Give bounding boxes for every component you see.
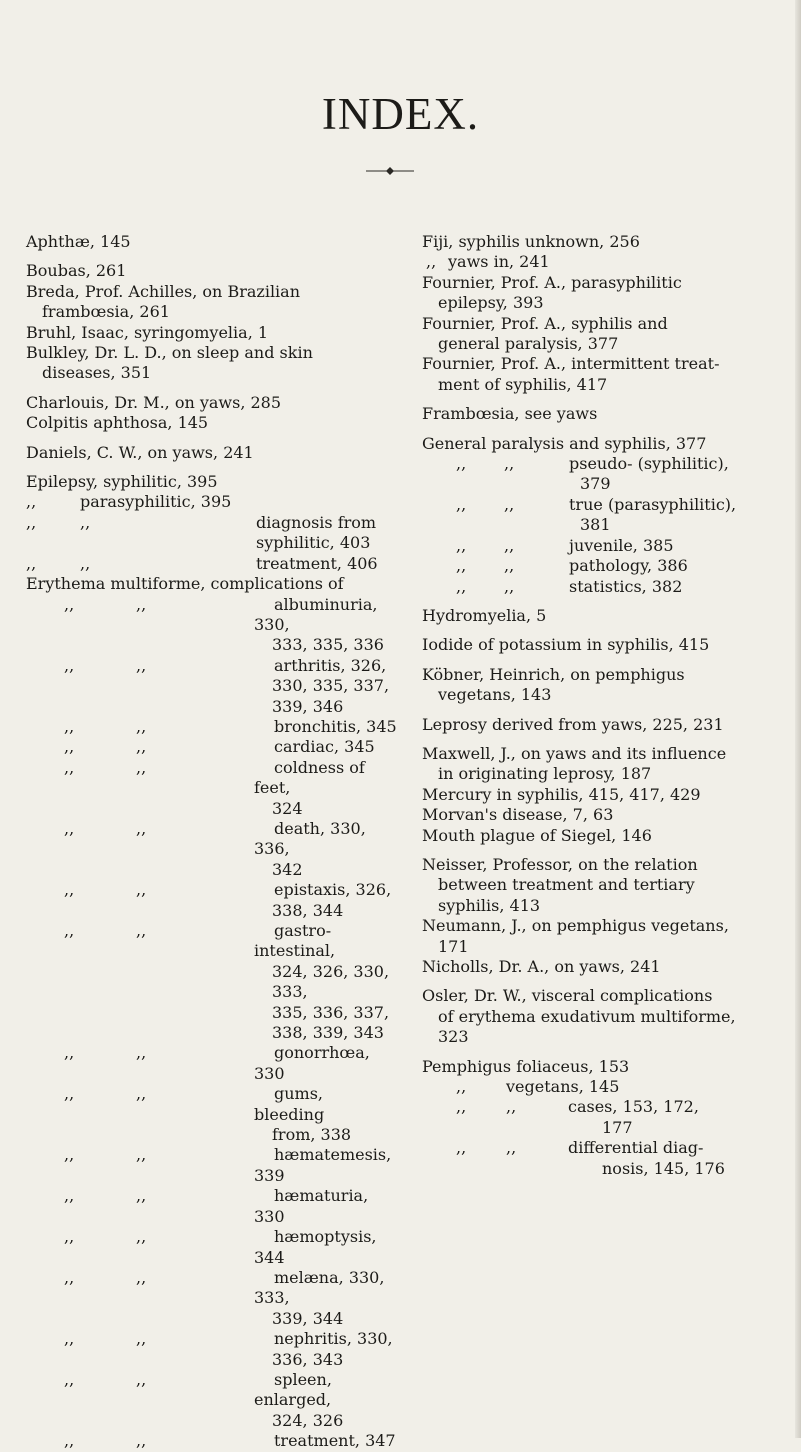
index-entry (422, 314, 775, 355)
entry-heading: Morvan's disease, 7, 63 (422, 805, 614, 825)
entry-continuation: syphilis, 413 (438, 895, 541, 915)
general-paralysis-subentries (422, 454, 775, 597)
entry-heading: Daniels, C. W., on yaws, 241 (26, 442, 254, 462)
index-entry-erythema (26, 574, 398, 594)
subentry (422, 1097, 775, 1117)
entry-heading: Fiji, syphilis unknown, 256 (422, 232, 640, 251)
entry-continuation: frambœsia, 261 (42, 302, 170, 322)
index-entry (422, 957, 775, 977)
ditto-mark: ,, (64, 818, 75, 838)
entry-heading: Breda, Prof. Achilles, on Brazilian (26, 281, 301, 301)
index-entry (422, 826, 775, 846)
page-edge (795, 0, 801, 1438)
subentry-text: death, 330, 336, (254, 818, 366, 859)
ditto-mark: ,, (506, 1138, 517, 1158)
subentry (422, 454, 775, 474)
subentry (26, 1268, 398, 1309)
subentry-continuation: nosis, 145, 176 (602, 1158, 725, 1178)
index-entry (26, 323, 398, 343)
ditto-mark: ,, (136, 737, 147, 757)
subentry-continuation: 342 (272, 859, 303, 879)
entry-heading: Osler, Dr. W., visceral complications (422, 986, 713, 1006)
entry-heading: Leprosy derived from yaws, 225, 231 (422, 714, 724, 734)
entry-heading: Boubas, 261 (26, 261, 127, 281)
ditto-mark: ,, (136, 716, 147, 736)
entry-text: yaws in, 241 (448, 252, 550, 272)
index-entry (26, 443, 398, 463)
subentry (26, 921, 398, 962)
index-entry (422, 635, 775, 655)
ditto-mark: ,, (504, 454, 515, 474)
entry-heading: Epilepsy, syphilitic, 395 (26, 472, 218, 492)
ditto-mark: ,, (136, 757, 147, 777)
entry-heading: Fournier, Prof. A., parasyphilitic (422, 272, 682, 292)
entry-continuation: ment of syphilis, 417 (438, 374, 608, 394)
ditto-mark: ,, (136, 880, 147, 900)
index-entry (422, 785, 775, 805)
index-entry (26, 261, 398, 281)
entry-heading: Neumann, J., on pemphigus vegetans, (422, 916, 729, 936)
entry-heading: Pemphigus foliaceus, 153 (422, 1056, 630, 1076)
index-entry (422, 354, 775, 395)
subentry-continuation: 381 (580, 515, 611, 535)
index-entry (422, 986, 775, 1047)
ditto-mark: ,, (136, 1329, 147, 1349)
ditto-mark: ,, (64, 1186, 75, 1206)
subentry-text: hæmoptysis, 344 (254, 1227, 377, 1267)
index-entry (422, 434, 775, 454)
subentry-continuation: 324, 326, 330, 333, (272, 961, 390, 1002)
entry-continuation: in originating leprosy, 187 (438, 764, 652, 784)
subentry (422, 577, 775, 597)
index-left-column (26, 232, 398, 1452)
subentry-text: nephritis, 330, (274, 1329, 393, 1349)
entry-heading: Neisser, Professor, on the relation (422, 854, 698, 874)
subentry (26, 1084, 398, 1125)
subentry-text: albuminuria, 330, (254, 594, 378, 634)
entry-heading: Frambœsia, see yaws (422, 404, 598, 424)
subentry-continuation: 335, 336, 337, (272, 1002, 390, 1022)
subentry (26, 595, 398, 636)
index-entry (422, 404, 775, 424)
page-title: INDEX. (321, 89, 480, 139)
ditto-mark: ,, (64, 1431, 75, 1451)
subentry-text: arthritis, 326, (274, 655, 387, 675)
subentry (26, 717, 398, 737)
index-entry (422, 916, 775, 957)
index-entry (422, 232, 775, 252)
subentry-text: treatment, 347 (274, 1431, 396, 1451)
entry-heading: Bulkley, Dr. L. D., on sleep and skin (26, 343, 313, 363)
subentry-text: hæmaturia, 330 (254, 1186, 369, 1226)
ditto-mark: ,, (64, 716, 75, 736)
subentry-text: gonorrhœa, 330 (254, 1043, 370, 1083)
subentry-continuation: 338, 344 (272, 900, 344, 920)
ditto-mark: ,, (136, 1145, 147, 1165)
subentry-text: juvenile, 385 (569, 535, 674, 555)
ditto-mark: ,, (456, 1077, 467, 1097)
subentry-text: melæna, 330, 333, (254, 1267, 385, 1308)
subentry (26, 1145, 398, 1186)
subentry (26, 819, 398, 860)
ditto-mark: ,, (64, 1227, 75, 1247)
ditto-mark: ,, (504, 576, 515, 596)
index-entry (422, 855, 775, 916)
ditto-mark: ,, (136, 1267, 147, 1287)
epilepsy-subentries (26, 492, 398, 574)
subentry-continuation: 339, 346 (272, 696, 344, 716)
subentry-text: hæmatemesis, 339 (254, 1145, 392, 1185)
subentry (26, 758, 398, 799)
index-entry (422, 805, 775, 825)
pemphigus-subentries (422, 1077, 775, 1179)
subentry-text: diagnosis from (256, 512, 377, 532)
ditto-mark: ,, (64, 1145, 75, 1165)
index-entry (422, 665, 775, 706)
index-entry (422, 273, 775, 314)
subentry-continuation: 324, 326 (272, 1410, 344, 1430)
ditto-mark: ,, (136, 655, 147, 675)
subentry (422, 1077, 775, 1097)
subentry-text: gastro-intestinal, (254, 921, 336, 961)
entry-continuation: epilepsy, 393 (438, 293, 544, 313)
subentry (422, 556, 775, 576)
subentry (26, 737, 398, 757)
ditto-mark: ,, (504, 494, 515, 514)
ditto-mark: ,, (136, 1043, 147, 1063)
entry-heading: Fournier, Prof. A., syphilis and (422, 313, 668, 333)
subentry (422, 495, 775, 515)
ditto-mark: ,, (136, 1431, 147, 1451)
index-entry (26, 343, 398, 384)
index-entry (26, 472, 398, 492)
subentry (26, 1431, 398, 1451)
ditto-mark: ,, (64, 1369, 75, 1389)
subentry (26, 492, 398, 512)
entry-continuation: diseases, 351 (42, 363, 152, 383)
ditto-mark: ,, (456, 494, 467, 514)
index-entry (26, 393, 398, 413)
entry-heading: Mouth plague of Siegel, 146 (422, 825, 652, 845)
ditto-mark: ,, (136, 1186, 147, 1206)
ditto-mark: ,, (456, 576, 467, 596)
ditto-mark: ,, (506, 1097, 517, 1117)
subentry-continuation: 336, 343 (272, 1349, 344, 1369)
index-entry (422, 252, 775, 272)
subentry-continuation: 333, 335, 336 (272, 635, 384, 655)
index-entry (422, 1057, 775, 1077)
subentry-continuation: 338, 339, 343 (272, 1023, 384, 1043)
ditto-mark: ,, (504, 556, 515, 576)
subentry-text: cardiac, 345 (274, 737, 375, 757)
entry-heading: Hydromyelia, 5 (422, 605, 547, 625)
subentry-continuation: 330, 335, 337, (272, 676, 390, 696)
entry-heading: Erythema multiforme, complications of (26, 574, 344, 594)
subentry (26, 1329, 398, 1349)
subentry-text: true (parasyphilitic), (569, 494, 737, 514)
index-right-column (422, 232, 775, 1179)
entry-heading: Iodide of potassium in syphilis, 415 (422, 635, 710, 655)
entry-heading: Colpitis aphthosa, 145 (26, 413, 209, 433)
index-entry (422, 606, 775, 626)
ditto-mark: ,, (64, 1329, 75, 1349)
ditto-mark: ,, (426, 252, 437, 272)
subentry-continuation: syphilitic, 403 (256, 533, 371, 553)
index-entry (422, 715, 775, 735)
ditto-mark: ,, (504, 535, 515, 555)
ditto-mark: ,, (26, 492, 37, 512)
entry-heading: Fournier, Prof. A., intermittent treat- (422, 354, 720, 374)
subentry-text: pathology, 386 (569, 556, 688, 576)
ditto-mark: ,, (26, 512, 37, 532)
entry-heading: Nicholls, Dr. A., on yaws, 241 (422, 957, 661, 976)
entry-heading: Bruhl, Isaac, syringomyelia, 1 (26, 322, 269, 342)
subentry-text: treatment, 406 (256, 553, 378, 573)
subentry-text: pseudo- (syphilitic), (569, 454, 729, 474)
subentry (26, 1186, 398, 1227)
subentry (26, 1370, 398, 1411)
entry-continuation: of erythema exudativum multiforme, (438, 1006, 736, 1026)
subentry-text: bronchitis, 345 (274, 716, 397, 736)
subentry-continuation: 379 (580, 474, 611, 494)
entry-heading: Aphthæ, 145 (26, 232, 131, 251)
entry-continuation: 323 (438, 1027, 469, 1047)
ditto-mark: ,, (136, 594, 147, 614)
subentry (26, 554, 398, 574)
subentry (26, 880, 398, 900)
ditto-mark: ,, (26, 553, 37, 573)
subentry-text: cases, 153, 172, (568, 1097, 699, 1117)
subentry-text: gums, bleeding (254, 1084, 325, 1124)
index-entry (26, 232, 398, 252)
subentry-text: differential diag- (568, 1138, 704, 1158)
ditto-mark: ,, (64, 880, 75, 900)
subentry-text: coldness of feet, (254, 757, 365, 798)
subentry-text: spleen, enlarged, (254, 1369, 332, 1410)
entry-continuation: between treatment and tertiary (438, 875, 695, 895)
ditto-mark: ,, (136, 1227, 147, 1247)
subentry-continuation: 324 (272, 798, 303, 818)
entry-continuation: vegetans, 143 (438, 685, 552, 705)
ditto-mark: ,, (64, 1084, 75, 1104)
entry-heading: Maxwell, J., on yaws and its influence (422, 743, 727, 763)
ditto-mark: ,, (64, 1043, 75, 1063)
ornament-divider (360, 164, 420, 178)
ditto-mark: ,, (64, 737, 75, 757)
ditto-mark: ,, (64, 757, 75, 777)
entry-continuation: 171 (438, 936, 469, 956)
ditto-mark: ,, (64, 655, 75, 675)
subentry (26, 513, 398, 533)
subentry (422, 1138, 775, 1158)
ditto-mark: ,, (80, 553, 91, 573)
ditto-mark: ,, (136, 921, 147, 940)
subentry-text: parasyphilitic, 395 (80, 492, 232, 512)
ditto-mark: ,, (136, 1369, 147, 1389)
subentry-text: vegetans, 145 (506, 1077, 620, 1097)
index-entry (422, 744, 775, 785)
ditto-mark: ,, (456, 1138, 467, 1158)
entry-heading: Köbner, Heinrich, on pemphigus (422, 664, 685, 684)
subentry (26, 1043, 398, 1084)
subentry-text: statistics, 382 (569, 576, 683, 596)
subentry-continuation: from, 338 (272, 1125, 352, 1145)
subentry (422, 536, 775, 556)
entry-heading: Mercury in syphilis, 415, 417, 429 (422, 784, 701, 804)
erythema-subentries (26, 595, 398, 1452)
index-entry (26, 413, 398, 433)
subentry-continuation: 177 (602, 1117, 633, 1137)
ditto-mark: ,, (456, 556, 467, 576)
subentry-text: epistaxis, 326, (274, 880, 392, 900)
subentry (26, 656, 398, 676)
subentry (26, 1227, 398, 1268)
ditto-mark: ,, (136, 1084, 147, 1104)
ditto-mark: ,, (456, 454, 467, 474)
ditto-mark: ,, (64, 921, 75, 940)
ditto-mark: ,, (80, 512, 91, 532)
entry-heading (422, 252, 775, 272)
ditto-mark: ,, (456, 1097, 467, 1117)
entry-heading: General paralysis and syphilis, 377 (422, 433, 707, 453)
ditto-mark: ,, (136, 818, 147, 838)
index-entry (26, 282, 398, 323)
entry-heading: Charlouis, Dr. M., on yaws, 285 (26, 392, 282, 412)
ditto-mark: ,, (64, 1267, 75, 1287)
ditto-mark: ,, (456, 535, 467, 555)
ditto-mark: ,, (64, 594, 75, 614)
entry-continuation: general paralysis, 377 (438, 334, 619, 354)
subentry-continuation: 339, 344 (272, 1308, 344, 1328)
